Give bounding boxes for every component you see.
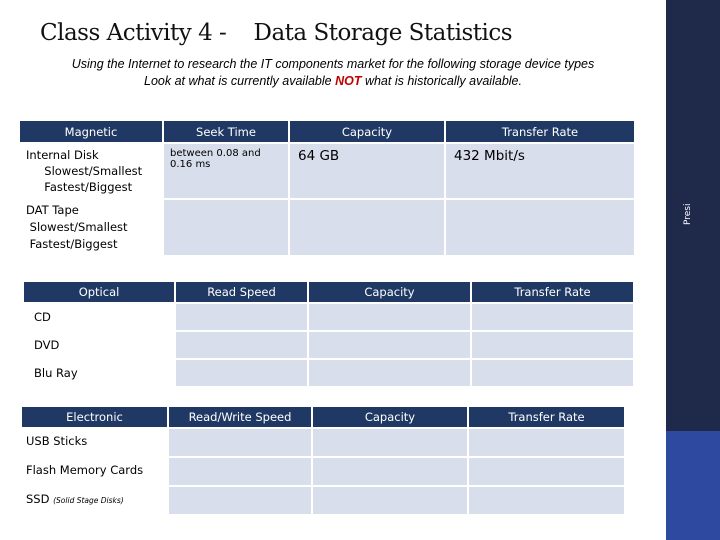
row-label	[22, 429, 167, 456]
transfer-rate-cell[interactable]	[446, 200, 634, 255]
capacity-cell[interactable]	[313, 487, 467, 514]
magnetic-header: Magnetic	[20, 121, 162, 142]
sidebar-label: Presi	[683, 203, 693, 225]
ssd-text: SSD	[26, 492, 54, 506]
row-label	[22, 458, 167, 485]
row-label	[20, 200, 162, 255]
table-row	[20, 200, 634, 255]
transfer-rate-cell[interactable]	[472, 332, 633, 358]
row-label	[24, 360, 174, 386]
transfer-rate-cell[interactable]	[469, 487, 624, 514]
usb-sticks-text: USB Sticks	[26, 434, 88, 448]
transfer-rate-cell[interactable]	[472, 304, 633, 330]
sidebar-accent-block	[666, 431, 720, 540]
seek-time-value: between 0.08 and 0.16 ms	[170, 148, 261, 170]
capacity-cell[interactable]	[313, 458, 467, 485]
transfer-rate-header: Transfer Rate	[446, 121, 634, 142]
table-row	[22, 458, 624, 485]
optical-table	[22, 280, 635, 388]
table-header-row	[20, 121, 634, 142]
table-row	[24, 304, 633, 330]
magnetic-table	[18, 119, 636, 257]
capacity-value	[290, 200, 444, 208]
row-label	[20, 144, 162, 198]
table-row	[22, 487, 624, 514]
read-write-speed-cell[interactable]	[169, 458, 311, 485]
read-write-speed-cell[interactable]	[169, 487, 311, 514]
transfer-rate-header: Transfer Rate	[469, 407, 624, 427]
flash-memory-text: Flash Memory Cards	[26, 463, 144, 477]
capacity-cell[interactable]	[290, 200, 444, 255]
instructions-line-1: Using the Internet to research the IT components market for the following storage device types	[71, 57, 595, 71]
seek-time-value	[164, 200, 288, 208]
transfer-rate-cell[interactable]	[472, 360, 633, 386]
seek-time-cell[interactable]	[164, 144, 288, 198]
ssd-label	[22, 487, 167, 511]
capacity-cell[interactable]	[290, 144, 444, 198]
dat-tape-label: DAT Tape Slowest/Smallest Fastest/Biggest	[26, 203, 128, 251]
electronic-header: Electronic	[22, 407, 167, 427]
ssd-note: (Solid Stage Disks)	[53, 496, 124, 505]
instructions-text-end: what is historically available.	[361, 74, 522, 88]
capacity-header: Capacity	[290, 121, 444, 142]
usb-sticks-label	[22, 429, 167, 453]
capacity-header: Capacity	[313, 407, 467, 427]
transfer-rate-cell[interactable]	[469, 458, 624, 485]
cd-label: CD	[34, 310, 51, 324]
capacity-cell[interactable]	[313, 429, 467, 456]
blu-ray-label: Blu Ray	[34, 366, 78, 380]
capacity-cell[interactable]	[309, 304, 470, 330]
page-title: Class Activity 4 - Data Storage Statistics	[40, 20, 513, 46]
row-label	[24, 304, 174, 330]
transfer-rate-header: Transfer Rate	[472, 282, 633, 302]
seek-time-cell[interactable]	[164, 200, 288, 255]
transfer-rate-value	[446, 200, 634, 208]
table-row	[22, 429, 624, 456]
read-write-speed-header: Read/Write Speed	[169, 407, 311, 427]
optical-header: Optical	[24, 282, 174, 302]
table-header-row	[24, 282, 633, 302]
read-speed-cell[interactable]	[176, 304, 307, 330]
read-speed-header: Read Speed	[176, 282, 307, 302]
seek-time-header: Seek Time	[164, 121, 288, 142]
table-header-row	[22, 407, 624, 427]
transfer-rate-cell[interactable]	[469, 429, 624, 456]
table-row	[24, 360, 633, 386]
electronic-table	[20, 405, 626, 516]
dvd-label: DVD	[34, 338, 60, 352]
not-highlight: NOT	[335, 74, 362, 88]
internal-disk-label: Internal Disk Slowest/Smallest Fastest/Biggest	[26, 148, 143, 194]
table-row	[24, 332, 633, 358]
instructions-line-2	[0, 74, 666, 88]
read-speed-cell[interactable]	[176, 360, 307, 386]
row-label	[22, 487, 167, 514]
capacity-cell[interactable]	[309, 360, 470, 386]
flash-memory-label	[22, 458, 167, 482]
transfer-rate-value: 432 Mbit/s	[454, 148, 525, 164]
read-write-speed-cell[interactable]	[169, 429, 311, 456]
capacity-cell[interactable]	[309, 332, 470, 358]
transfer-rate-cell[interactable]	[446, 144, 634, 198]
instructions-text: Look at what is currently available	[144, 74, 336, 88]
table-row	[20, 144, 634, 198]
capacity-value: 64 GB	[298, 148, 340, 164]
read-speed-cell[interactable]	[176, 332, 307, 358]
capacity-header: Capacity	[309, 282, 470, 302]
row-label	[24, 332, 174, 358]
